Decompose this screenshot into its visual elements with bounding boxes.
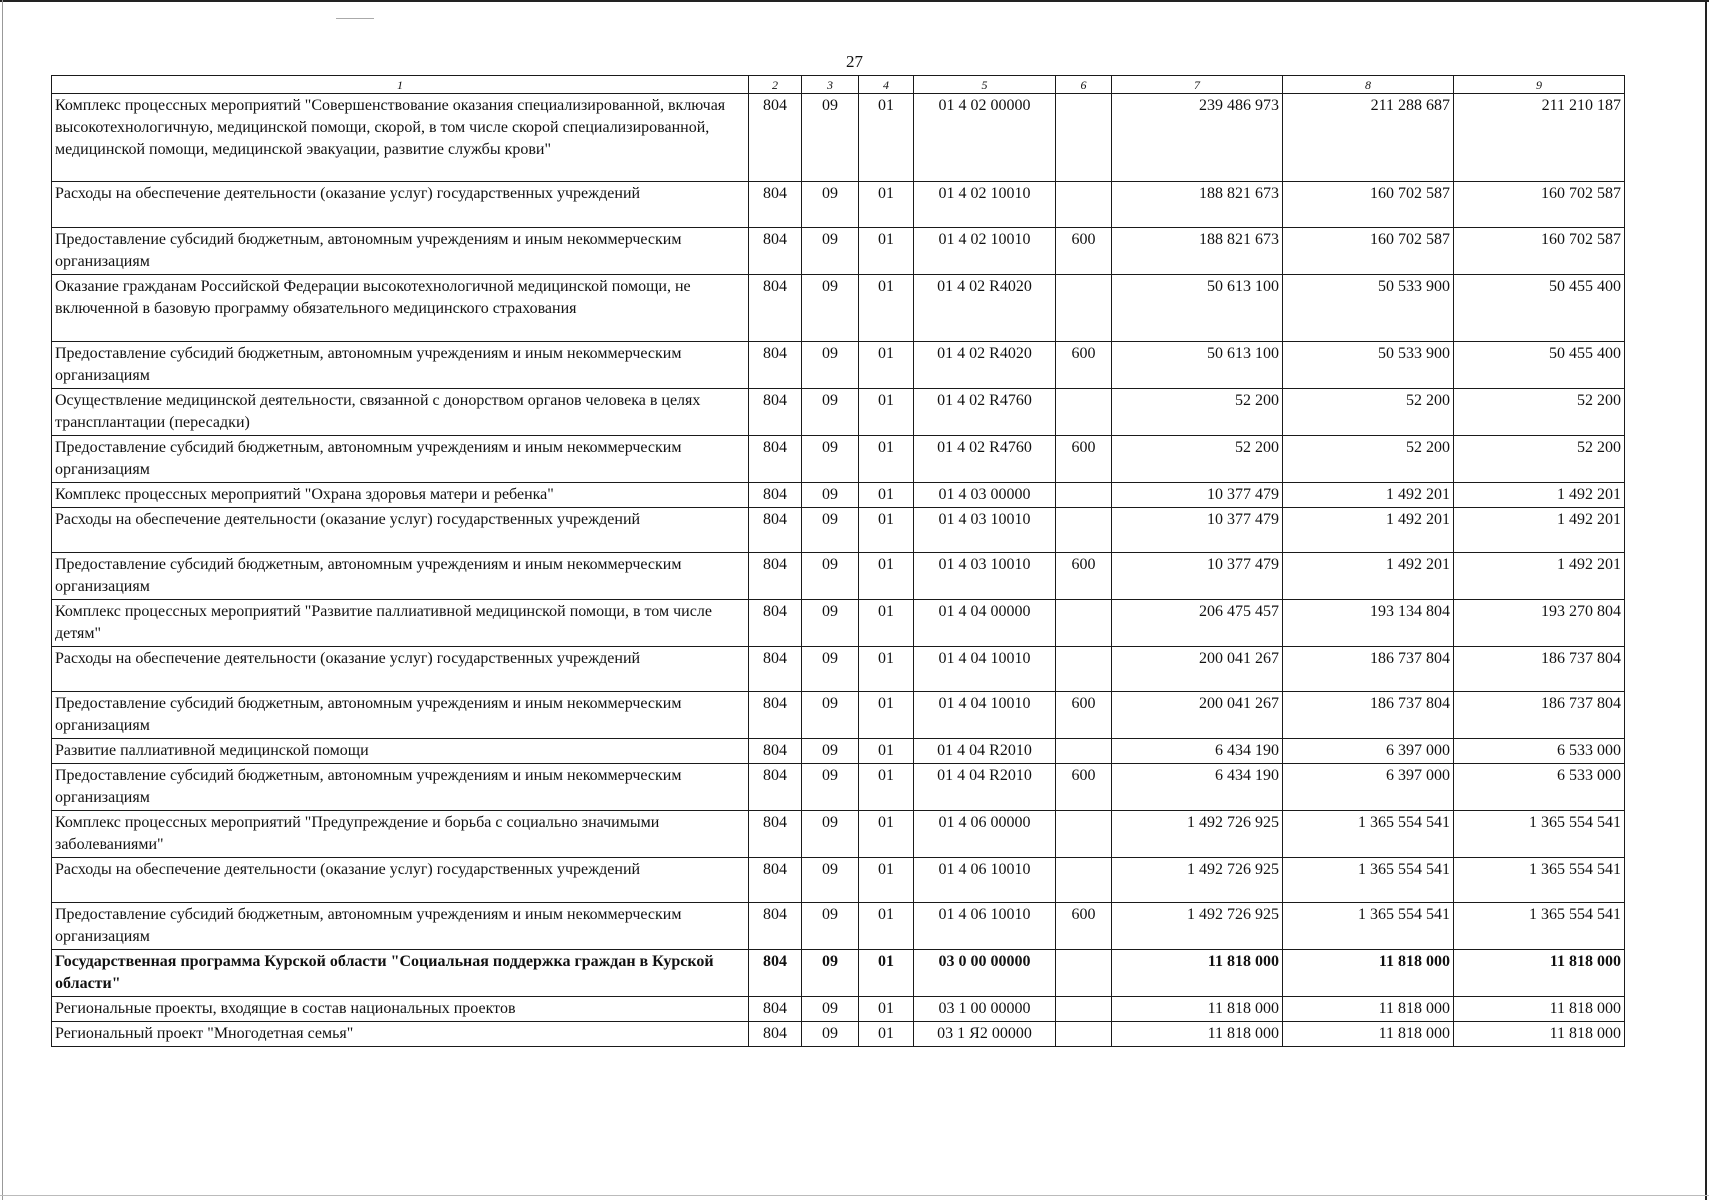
cell-amount-1: 11 818 000 — [1112, 1022, 1283, 1047]
cell-ministry: 804 — [749, 94, 802, 182]
cell-subsection: 01 — [859, 389, 914, 436]
cell-amount-3: 6 533 000 — [1454, 764, 1625, 811]
cell-target-code: 01 4 02 R4760 — [914, 436, 1056, 483]
cell-section: 09 — [802, 483, 859, 508]
cell-subsection: 01 — [859, 1022, 914, 1047]
cell-expense-type: 600 — [1056, 553, 1112, 600]
cell-name: Предоставление субсидий бюджетным, автономным учреждениям и иным некоммерческим организациям — [52, 903, 749, 950]
cell-amount-1: 11 818 000 — [1112, 997, 1283, 1022]
column-number: 6 — [1056, 76, 1112, 94]
cell-subsection: 01 — [859, 858, 914, 903]
column-number-row — [52, 76, 1625, 94]
cell-section: 09 — [802, 950, 859, 997]
cell-amount-3: 50 455 400 — [1454, 275, 1625, 342]
cell-target-code: 01 4 03 10010 — [914, 553, 1056, 600]
cell-name: Комплекс процессных мероприятий "Охрана здоровья матери и ребенка" — [52, 483, 749, 508]
cell-amount-1: 10 377 479 — [1112, 483, 1283, 508]
cell-expense-type — [1056, 182, 1112, 228]
cell-target-code: 01 4 06 10010 — [914, 903, 1056, 950]
cell-expense-type: 600 — [1056, 764, 1112, 811]
table-row — [52, 950, 1625, 997]
table-row — [52, 436, 1625, 483]
cell-target-code: 01 4 04 00000 — [914, 600, 1056, 647]
cell-amount-3: 186 737 804 — [1454, 647, 1625, 692]
table-row — [52, 508, 1625, 553]
cell-amount-1: 200 041 267 — [1112, 692, 1283, 739]
table-body — [52, 76, 1625, 1047]
cell-amount-3: 52 200 — [1454, 436, 1625, 483]
table-row — [52, 692, 1625, 739]
scan-mark — [336, 18, 374, 19]
cell-subsection: 01 — [859, 647, 914, 692]
cell-expense-type — [1056, 508, 1112, 553]
cell-subsection: 01 — [859, 553, 914, 600]
table-row — [52, 764, 1625, 811]
column-number: 9 — [1454, 76, 1625, 94]
cell-subsection: 01 — [859, 436, 914, 483]
table-row — [52, 342, 1625, 389]
cell-subsection: 01 — [859, 764, 914, 811]
cell-ministry: 804 — [749, 389, 802, 436]
cell-ministry: 804 — [749, 692, 802, 739]
column-number: 8 — [1283, 76, 1454, 94]
cell-amount-3: 11 818 000 — [1454, 1022, 1625, 1047]
cell-target-code: 01 4 04 R2010 — [914, 764, 1056, 811]
scan-edge-right — [1705, 0, 1707, 1200]
cell-ministry: 804 — [749, 764, 802, 811]
cell-name: Расходы на обеспечение деятельности (оказание услуг) государственных учреждений — [52, 647, 749, 692]
cell-subsection: 01 — [859, 692, 914, 739]
cell-expense-type — [1056, 1022, 1112, 1047]
cell-section: 09 — [802, 275, 859, 342]
cell-target-code: 01 4 06 00000 — [914, 811, 1056, 858]
cell-amount-3: 193 270 804 — [1454, 600, 1625, 647]
cell-ministry: 804 — [749, 811, 802, 858]
cell-target-code: 01 4 03 00000 — [914, 483, 1056, 508]
table-row — [52, 997, 1625, 1022]
cell-amount-3: 11 818 000 — [1454, 950, 1625, 997]
cell-ministry: 804 — [749, 182, 802, 228]
cell-name: Развитие паллиативной медицинской помощи — [52, 739, 749, 764]
cell-subsection: 01 — [859, 342, 914, 389]
cell-amount-1: 52 200 — [1112, 436, 1283, 483]
cell-target-code: 01 4 04 R2010 — [914, 739, 1056, 764]
cell-ministry: 804 — [749, 553, 802, 600]
cell-subsection: 01 — [859, 182, 914, 228]
cell-name: Комплекс процессных мероприятий "Предупреждение и борьба с социально значимыми заболеваниями" — [52, 811, 749, 858]
cell-section: 09 — [802, 1022, 859, 1047]
cell-ministry: 804 — [749, 275, 802, 342]
table-row — [52, 483, 1625, 508]
cell-subsection: 01 — [859, 903, 914, 950]
cell-name: Предоставление субсидий бюджетным, автономным учреждениям и иным некоммерческим организациям — [52, 436, 749, 483]
table-row — [52, 228, 1625, 275]
cell-expense-type — [1056, 997, 1112, 1022]
cell-amount-1: 6 434 190 — [1112, 739, 1283, 764]
table-row — [52, 389, 1625, 436]
cell-amount-2: 6 397 000 — [1283, 739, 1454, 764]
cell-expense-type — [1056, 600, 1112, 647]
cell-amount-3: 1 492 201 — [1454, 508, 1625, 553]
cell-subsection: 01 — [859, 811, 914, 858]
cell-target-code: 01 4 02 10010 — [914, 182, 1056, 228]
cell-amount-1: 52 200 — [1112, 389, 1283, 436]
cell-expense-type: 600 — [1056, 903, 1112, 950]
cell-ministry: 804 — [749, 647, 802, 692]
table-row — [52, 553, 1625, 600]
table-row — [52, 739, 1625, 764]
cell-amount-3: 1 365 554 541 — [1454, 903, 1625, 950]
cell-ministry: 804 — [749, 436, 802, 483]
cell-amount-1: 188 821 673 — [1112, 182, 1283, 228]
cell-expense-type — [1056, 275, 1112, 342]
cell-amount-3: 186 737 804 — [1454, 692, 1625, 739]
cell-ministry: 804 — [749, 228, 802, 275]
cell-ministry: 804 — [749, 1022, 802, 1047]
cell-section: 09 — [802, 692, 859, 739]
cell-name: Региональные проекты, входящие в состав национальных проектов — [52, 997, 749, 1022]
table-row — [52, 1022, 1625, 1047]
cell-section: 09 — [802, 647, 859, 692]
cell-expense-type — [1056, 811, 1112, 858]
cell-target-code: 01 4 02 R4020 — [914, 275, 1056, 342]
cell-subsection: 01 — [859, 275, 914, 342]
cell-amount-2: 50 533 900 — [1283, 275, 1454, 342]
table-row — [52, 600, 1625, 647]
cell-amount-3: 1 365 554 541 — [1454, 811, 1625, 858]
cell-target-code: 01 4 02 R4760 — [914, 389, 1056, 436]
cell-amount-2: 193 134 804 — [1283, 600, 1454, 647]
cell-ministry: 804 — [749, 508, 802, 553]
cell-section: 09 — [802, 553, 859, 600]
cell-expense-type — [1056, 483, 1112, 508]
cell-amount-2: 1 492 201 — [1283, 483, 1454, 508]
cell-amount-3: 211 210 187 — [1454, 94, 1625, 182]
cell-section: 09 — [802, 739, 859, 764]
cell-section: 09 — [802, 342, 859, 389]
cell-ministry: 804 — [749, 858, 802, 903]
budget-table — [51, 75, 1625, 1047]
cell-section: 09 — [802, 508, 859, 553]
table-row — [52, 94, 1625, 182]
cell-expense-type — [1056, 950, 1112, 997]
cell-subsection: 01 — [859, 508, 914, 553]
cell-amount-2: 11 818 000 — [1283, 997, 1454, 1022]
table-row — [52, 811, 1625, 858]
cell-amount-2: 186 737 804 — [1283, 647, 1454, 692]
cell-amount-2: 1 365 554 541 — [1283, 903, 1454, 950]
cell-name: Комплекс процессных мероприятий "Развитие паллиативной медицинской помощи, в том числе детям" — [52, 600, 749, 647]
cell-subsection: 01 — [859, 997, 914, 1022]
cell-amount-1: 10 377 479 — [1112, 508, 1283, 553]
cell-amount-3: 6 533 000 — [1454, 739, 1625, 764]
cell-amount-3: 160 702 587 — [1454, 182, 1625, 228]
cell-target-code: 01 4 04 10010 — [914, 647, 1056, 692]
cell-amount-2: 50 533 900 — [1283, 342, 1454, 389]
cell-amount-2: 1 492 201 — [1283, 508, 1454, 553]
cell-amount-3: 1 492 201 — [1454, 483, 1625, 508]
cell-amount-2: 11 818 000 — [1283, 950, 1454, 997]
cell-amount-3: 52 200 — [1454, 389, 1625, 436]
cell-amount-3: 160 702 587 — [1454, 228, 1625, 275]
cell-name: Государственная программа Курской области "Социальная поддержка граждан в Курской области" — [52, 950, 749, 997]
cell-ministry: 804 — [749, 342, 802, 389]
table-row — [52, 903, 1625, 950]
cell-ministry: 804 — [749, 600, 802, 647]
cell-section: 09 — [802, 997, 859, 1022]
cell-amount-2: 52 200 — [1283, 389, 1454, 436]
cell-ministry: 804 — [749, 739, 802, 764]
cell-expense-type — [1056, 94, 1112, 182]
cell-name: Предоставление субсидий бюджетным, автономным учреждениям и иным некоммерческим организациям — [52, 764, 749, 811]
cell-ministry: 804 — [749, 950, 802, 997]
cell-name: Предоставление субсидий бюджетным, автономным учреждениям и иным некоммерческим организациям — [52, 228, 749, 275]
cell-expense-type: 600 — [1056, 692, 1112, 739]
cell-amount-2: 1 365 554 541 — [1283, 811, 1454, 858]
cell-amount-1: 11 818 000 — [1112, 950, 1283, 997]
cell-amount-2: 6 397 000 — [1283, 764, 1454, 811]
cell-expense-type: 600 — [1056, 342, 1112, 389]
cell-target-code: 01 4 06 10010 — [914, 858, 1056, 903]
cell-name: Предоставление субсидий бюджетным, автономным учреждениям и иным некоммерческим организациям — [52, 692, 749, 739]
cell-amount-1: 50 613 100 — [1112, 275, 1283, 342]
cell-amount-1: 6 434 190 — [1112, 764, 1283, 811]
cell-amount-3: 1 492 201 — [1454, 553, 1625, 600]
cell-expense-type: 600 — [1056, 228, 1112, 275]
cell-amount-1: 1 492 726 925 — [1112, 858, 1283, 903]
cell-expense-type — [1056, 647, 1112, 692]
cell-amount-2: 1 365 554 541 — [1283, 858, 1454, 903]
scan-edge-top — [0, 0, 1709, 2]
cell-amount-3: 11 818 000 — [1454, 997, 1625, 1022]
cell-name: Осуществление медицинской деятельности, связанной с донорством органов человека в целях трансплантации (пересадки) — [52, 389, 749, 436]
cell-amount-2: 186 737 804 — [1283, 692, 1454, 739]
table-row — [52, 275, 1625, 342]
cell-amount-2: 160 702 587 — [1283, 182, 1454, 228]
cell-subsection: 01 — [859, 600, 914, 647]
cell-amount-2: 11 818 000 — [1283, 1022, 1454, 1047]
cell-subsection: 01 — [859, 950, 914, 997]
cell-name: Расходы на обеспечение деятельности (оказание услуг) государственных учреждений — [52, 858, 749, 903]
cell-amount-2: 160 702 587 — [1283, 228, 1454, 275]
cell-target-code: 03 1 Я2 00000 — [914, 1022, 1056, 1047]
cell-subsection: 01 — [859, 228, 914, 275]
column-number: 3 — [802, 76, 859, 94]
cell-expense-type — [1056, 858, 1112, 903]
cell-section: 09 — [802, 389, 859, 436]
cell-section: 09 — [802, 903, 859, 950]
cell-section: 09 — [802, 858, 859, 903]
cell-name: Комплекс процессных мероприятий "Совершенствование оказания специализированной, включая высокотехнологичную, медицинской помощи, скорой, в том числе скорой специализированной, медицинской помощи, медицинской эвакуации, развитие службы крови" — [52, 94, 749, 182]
cell-amount-1: 206 475 457 — [1112, 600, 1283, 647]
cell-ministry: 804 — [749, 483, 802, 508]
cell-name: Предоставление субсидий бюджетным, автономным учреждениям и иным некоммерческим организациям — [52, 553, 749, 600]
cell-target-code: 01 4 04 10010 — [914, 692, 1056, 739]
cell-amount-2: 1 492 201 — [1283, 553, 1454, 600]
column-number: 1 — [52, 76, 749, 94]
cell-amount-1: 50 613 100 — [1112, 342, 1283, 389]
column-number: 5 — [914, 76, 1056, 94]
cell-amount-1: 200 041 267 — [1112, 647, 1283, 692]
scan-edge-left — [2, 0, 3, 1200]
cell-amount-3: 50 455 400 — [1454, 342, 1625, 389]
cell-amount-1: 188 821 673 — [1112, 228, 1283, 275]
cell-section: 09 — [802, 182, 859, 228]
cell-subsection: 01 — [859, 94, 914, 182]
cell-name: Расходы на обеспечение деятельности (оказание услуг) государственных учреждений — [52, 508, 749, 553]
scan-edge-bottom — [0, 1195, 1709, 1196]
page-number: 27 — [846, 52, 863, 71]
cell-name: Предоставление субсидий бюджетным, автономным учреждениям и иным некоммерческим организациям — [52, 342, 749, 389]
column-number: 2 — [749, 76, 802, 94]
table-row — [52, 647, 1625, 692]
cell-name: Расходы на обеспечение деятельности (оказание услуг) государственных учреждений — [52, 182, 749, 228]
cell-target-code: 01 4 02 00000 — [914, 94, 1056, 182]
cell-amount-1: 239 486 973 — [1112, 94, 1283, 182]
table-row — [52, 182, 1625, 228]
cell-subsection: 01 — [859, 739, 914, 764]
cell-amount-2: 211 288 687 — [1283, 94, 1454, 182]
cell-target-code: 03 0 00 00000 — [914, 950, 1056, 997]
column-number: 7 — [1112, 76, 1283, 94]
cell-subsection: 01 — [859, 483, 914, 508]
cell-amount-1: 10 377 479 — [1112, 553, 1283, 600]
cell-section: 09 — [802, 94, 859, 182]
cell-section: 09 — [802, 228, 859, 275]
cell-section: 09 — [802, 764, 859, 811]
cell-amount-1: 1 492 726 925 — [1112, 903, 1283, 950]
cell-section: 09 — [802, 600, 859, 647]
cell-name: Оказание гражданам Российской Федерации высокотехнологичной медицинской помощи, не включенной в базовую программу обязательного медицинского страхования — [52, 275, 749, 342]
cell-expense-type: 600 — [1056, 436, 1112, 483]
cell-target-code: 01 4 02 R4020 — [914, 342, 1056, 389]
cell-section: 09 — [802, 436, 859, 483]
table-row — [52, 858, 1625, 903]
cell-ministry: 804 — [749, 903, 802, 950]
cell-target-code: 01 4 02 10010 — [914, 228, 1056, 275]
cell-amount-3: 1 365 554 541 — [1454, 858, 1625, 903]
cell-expense-type — [1056, 739, 1112, 764]
cell-name: Региональный проект "Многодетная семья" — [52, 1022, 749, 1047]
column-number: 4 — [859, 76, 914, 94]
cell-amount-1: 1 492 726 925 — [1112, 811, 1283, 858]
cell-section: 09 — [802, 811, 859, 858]
cell-target-code: 03 1 00 00000 — [914, 997, 1056, 1022]
cell-target-code: 01 4 03 10010 — [914, 508, 1056, 553]
cell-ministry: 804 — [749, 997, 802, 1022]
cell-amount-2: 52 200 — [1283, 436, 1454, 483]
cell-expense-type — [1056, 389, 1112, 436]
